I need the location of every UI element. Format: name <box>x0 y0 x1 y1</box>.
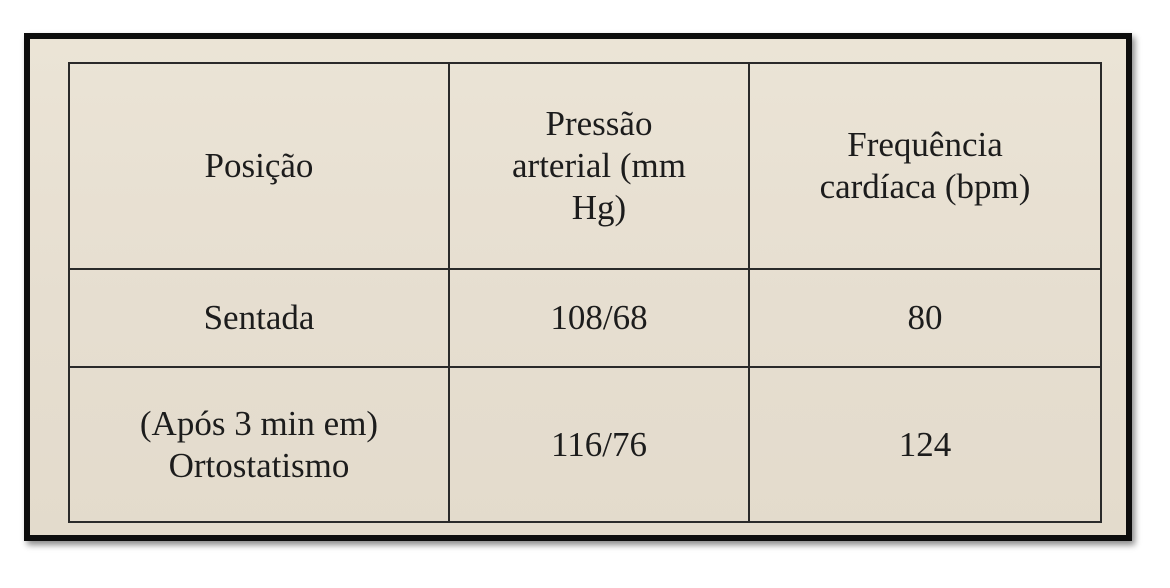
header-heart-rate <box>749 63 1101 269</box>
header-heart-rate-line-2: cardíaca (bpm) <box>819 167 1031 206</box>
header-position <box>69 63 449 269</box>
cell-heart-rate: 124 <box>749 367 1101 522</box>
cell-position <box>69 367 449 522</box>
header-pressure-line-3: Hg) <box>571 188 627 227</box>
cell-blood-pressure: 116/76 <box>449 367 749 522</box>
position-line: Sentada <box>203 298 315 337</box>
cell-position <box>69 269 449 367</box>
header-heart-rate-line-1: Frequência <box>847 125 1003 164</box>
table-row <box>69 367 1101 522</box>
table-row <box>69 269 1101 367</box>
photo-frame <box>24 33 1132 541</box>
cell-blood-pressure: 108/68 <box>449 269 749 367</box>
position-line: (Após 3 min em) <box>139 403 379 443</box>
header-blood-pressure <box>449 63 749 269</box>
cell-heart-rate: 80 <box>749 269 1101 367</box>
header-pressure-line-1: Pressão <box>545 104 653 143</box>
header-position-label: Posição <box>204 146 314 185</box>
table-header-row <box>69 63 1101 269</box>
header-pressure-line-2: arterial (mm <box>512 146 686 185</box>
vitals-table <box>68 62 1102 523</box>
position-line: Ortostatismo <box>168 445 350 485</box>
